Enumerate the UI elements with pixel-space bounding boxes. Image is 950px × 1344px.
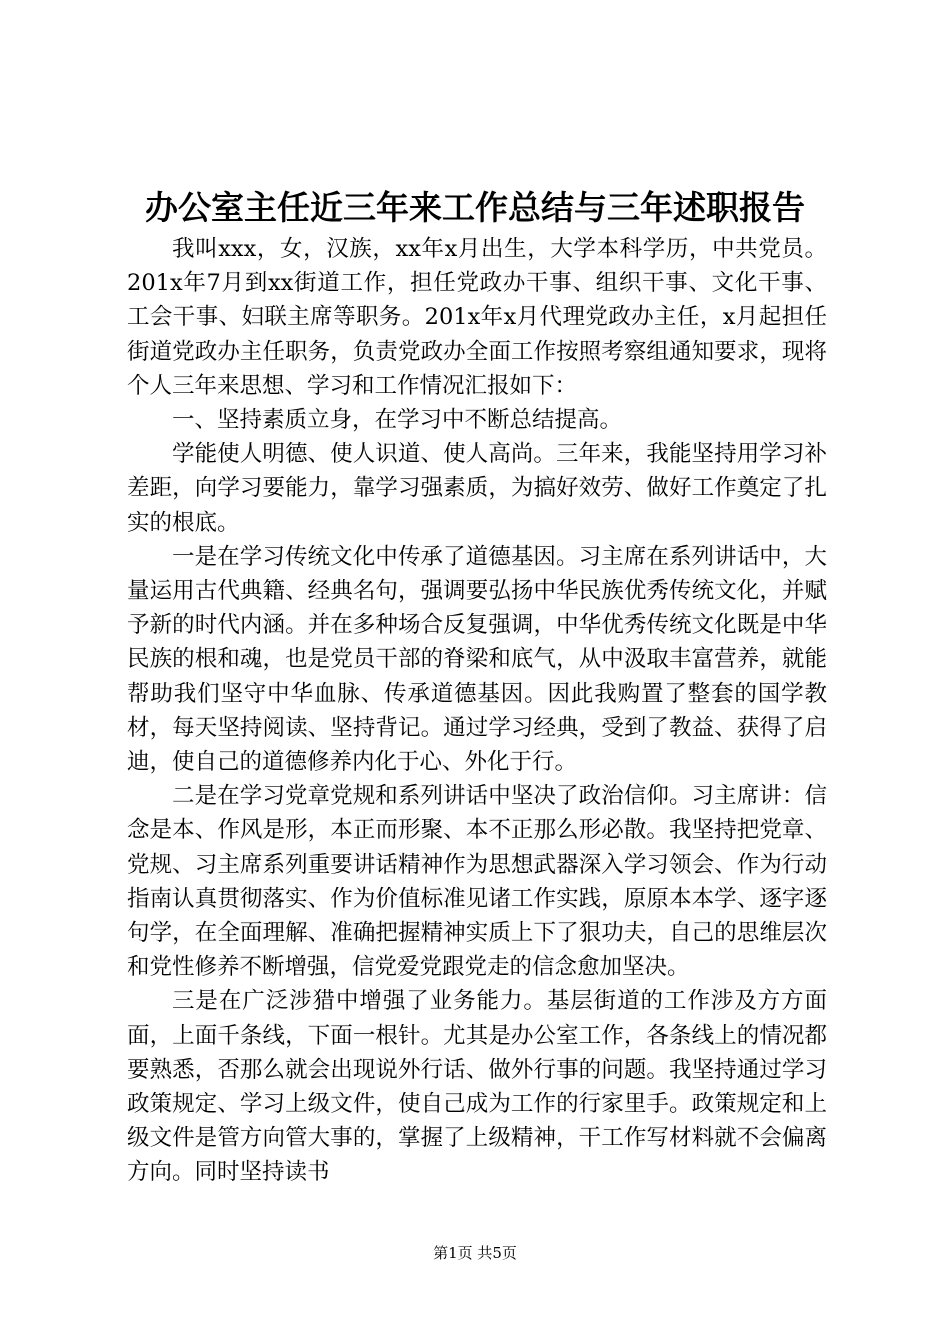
page-number-footer: 第1页 共5页 [433,1244,517,1262]
paragraph-intro: 我叫xxx，女，汉族，xx年x月出生，大学本科学历，中共党员。201x年7月到xx街道工作，担任党政办干事、组织干事、文化干事、工会干事、妇联主席等职务。201x年x月代理党政办主任，x月起担任街道党政办主任职务，负责党政办全面工作按照考察组通知要求，现将个人三年来思想、学习和工作情况汇报如下： [127,236,827,399]
paragraph-section-heading: 一、坚持素质立身，在学习中不断总结提高。 [172,407,623,434]
document-body [127,232,827,1190]
paragraph-learning: 学能使人明德、使人识道、使人高尚。三年来，我能坚持用学习补差距，向学习要能力，靠学习强素质，为搞好效劳、做好工作奠定了扎实的根底。 [127,441,827,536]
document-title: 办公室主任近三年来工作总结与三年述职报告 [145,188,805,227]
paragraph-point-one: 一是在学习传统文化中传承了道德基因。习主席在系列讲话中，大量运用古代典籍、经典名句，强调要弘扬中华民族优秀传统文化，并赋予新的时代内涵。并在多种场合反复强调，中华优秀传统文化既是中华民族的根和魂，也是党员干部的脊梁和底气，从中汲取丰富营养，就能帮助我们坚守中华血脉、传承道德基因。因此我购置了整套的国学教材，每天坚持阅读、坚持背记。通过学习经典，受到了教益、获得了启迪，使自己的道德修养内化于心、外化于行。 [127,543,827,776]
paragraph-point-three: 三是在广泛涉猎中增强了业务能力。基层街道的工作涉及方方面面，上面千条线，下面一根针。尤其是办公室工作，各条线上的情况都要熟悉，否那么就会出现说外行话、做外行事的问题。我坚持通过学习政策规定、学习上级文件，使自己成为工作的行家里手。政策规定和上级文件是管方向管大事的，掌握了上级精神，干工作写材料就不会偏离方向。同时坚持读书 [127,988,827,1186]
paragraph-point-two: 二是在学习党章党规和系列讲话中坚决了政治信仰。习主席讲：信念是本、作风是形，本正而形聚、本不正那么形必散。我坚持把党章、党规、习主席系列重要讲话精神作为思想武器深入学习领会、作为行动指南认真贯彻落实、作为价值标准见诸工作实践，原原本本学、逐字逐句学，在全面理解、准确把握精神实质上下了狠功夫，自己的思维层次和党性修养不断增强，信党爱党跟党走的信念愈加坚决。 [127,783,827,981]
